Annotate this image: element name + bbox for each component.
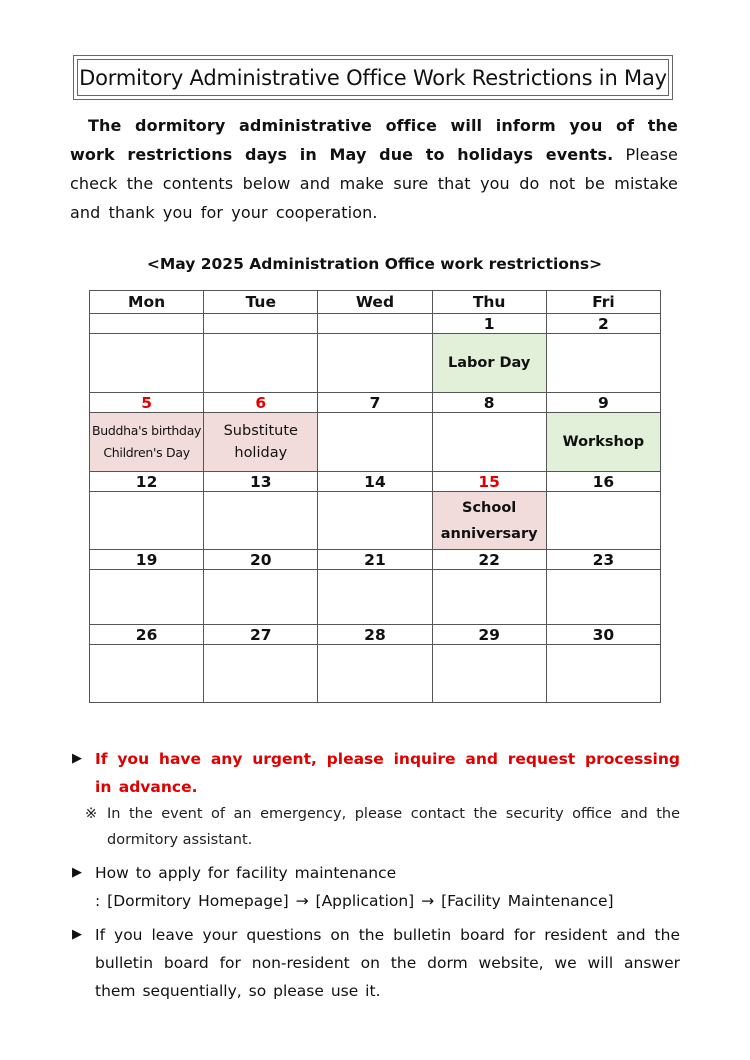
bulletin-text: If you leave your questions on the bulletin board for resident and the bulletin board for non-resident on the dorm website, we will answer them sequentially, so please use it. xyxy=(95,926,680,1000)
event-cell xyxy=(90,645,204,703)
note-maintenance xyxy=(72,859,680,915)
event-cell xyxy=(204,570,318,625)
event-cell xyxy=(90,570,204,625)
title-frame xyxy=(73,55,673,100)
date-cell: 29 xyxy=(432,625,546,645)
intro-text: Please check the contents below and make sure that you do not be mistake and thank you for your cooperation. xyxy=(70,145,678,222)
event-cell xyxy=(546,645,660,703)
header-thu: Thu xyxy=(432,291,546,314)
event-substitute-holiday: Substitute holiday xyxy=(204,413,318,472)
intro-paragraph xyxy=(70,111,678,227)
date-row xyxy=(90,472,661,492)
maintenance-text: How to apply for facility maintenance xyxy=(95,864,397,882)
calendar-table xyxy=(89,290,661,703)
event-row xyxy=(90,413,661,472)
date-cell: 1 xyxy=(432,314,546,334)
event-row xyxy=(90,645,661,703)
event-cell xyxy=(204,334,318,393)
note-urgent xyxy=(72,745,680,801)
date-cell: 28 xyxy=(318,625,432,645)
date-cell: 14 xyxy=(318,472,432,492)
header-fri: Fri xyxy=(546,291,660,314)
event-cell xyxy=(546,492,660,550)
calendar-header-row xyxy=(90,291,661,314)
event-school-anniversary: School anniversary xyxy=(432,492,546,550)
right-triangle-icon: ▶ xyxy=(72,865,82,880)
date-row xyxy=(90,550,661,570)
event-cell xyxy=(204,645,318,703)
event-cell xyxy=(204,492,318,550)
event-row xyxy=(90,492,661,550)
date-cell-holiday: 5 xyxy=(90,393,204,413)
date-cell: 16 xyxy=(546,472,660,492)
event-cell xyxy=(546,570,660,625)
date-cell: 23 xyxy=(546,550,660,570)
event-cell xyxy=(546,334,660,393)
date-cell: 9 xyxy=(546,393,660,413)
event-cell xyxy=(318,492,432,550)
event-row xyxy=(90,334,661,393)
event-cell xyxy=(432,413,546,472)
date-cell: 12 xyxy=(90,472,204,492)
urgent-text: If you have any urgent, please inquire and request processing in advance. xyxy=(95,750,680,796)
notes-section xyxy=(72,745,680,1005)
maintenance-path: : [Dormitory Homepage] → [Application] → [Facility Maintenance] xyxy=(95,892,614,910)
note-emergency xyxy=(72,801,680,853)
event-cell xyxy=(318,334,432,393)
date-cell: 2 xyxy=(546,314,660,334)
date-cell: 22 xyxy=(432,550,546,570)
event-cell xyxy=(318,413,432,472)
emergency-text: In the event of an emergency, please contact the security office and the dormitory assistant. xyxy=(107,806,680,848)
event-cell xyxy=(432,570,546,625)
date-cell-holiday: 15 xyxy=(432,472,546,492)
date-cell: 20 xyxy=(204,550,318,570)
event-cell xyxy=(90,334,204,393)
page-title: Dormitory Administrative Office Work Restrictions in May xyxy=(77,59,669,96)
event-buddhas-birthday: Buddha's birthday Children's Day xyxy=(90,413,204,472)
date-row xyxy=(90,393,661,413)
date-cell: 26 xyxy=(90,625,204,645)
date-cell: 21 xyxy=(318,550,432,570)
event-row xyxy=(90,570,661,625)
calendar-title: <May 2025 Administration Office work restrictions> xyxy=(146,255,603,273)
date-cell: 30 xyxy=(546,625,660,645)
header-tue: Tue xyxy=(204,291,318,314)
date-row xyxy=(90,314,661,334)
header-wed: Wed xyxy=(318,291,432,314)
date-cell: 13 xyxy=(204,472,318,492)
note-bulletin xyxy=(72,921,680,1005)
date-row xyxy=(90,625,661,645)
intro-bold-text: The dormitory administrative office will inform you of the work restrictions days in May due to holidays events. xyxy=(70,116,678,164)
date-cell: 8 xyxy=(432,393,546,413)
date-cell xyxy=(204,314,318,334)
event-cell xyxy=(432,645,546,703)
event-workshop: Workshop xyxy=(546,413,660,472)
right-triangle-icon: ▶ xyxy=(72,927,82,942)
event-cell xyxy=(318,570,432,625)
date-cell xyxy=(90,314,204,334)
reference-mark-icon: ※ xyxy=(85,806,98,822)
date-cell xyxy=(318,314,432,334)
event-labor-day: Labor Day xyxy=(432,334,546,393)
date-cell: 27 xyxy=(204,625,318,645)
event-cell xyxy=(90,492,204,550)
date-cell: 19 xyxy=(90,550,204,570)
right-triangle-icon: ▶ xyxy=(72,751,82,766)
header-mon: Mon xyxy=(90,291,204,314)
event-cell xyxy=(318,645,432,703)
date-cell-holiday: 6 xyxy=(204,393,318,413)
date-cell: 7 xyxy=(318,393,432,413)
